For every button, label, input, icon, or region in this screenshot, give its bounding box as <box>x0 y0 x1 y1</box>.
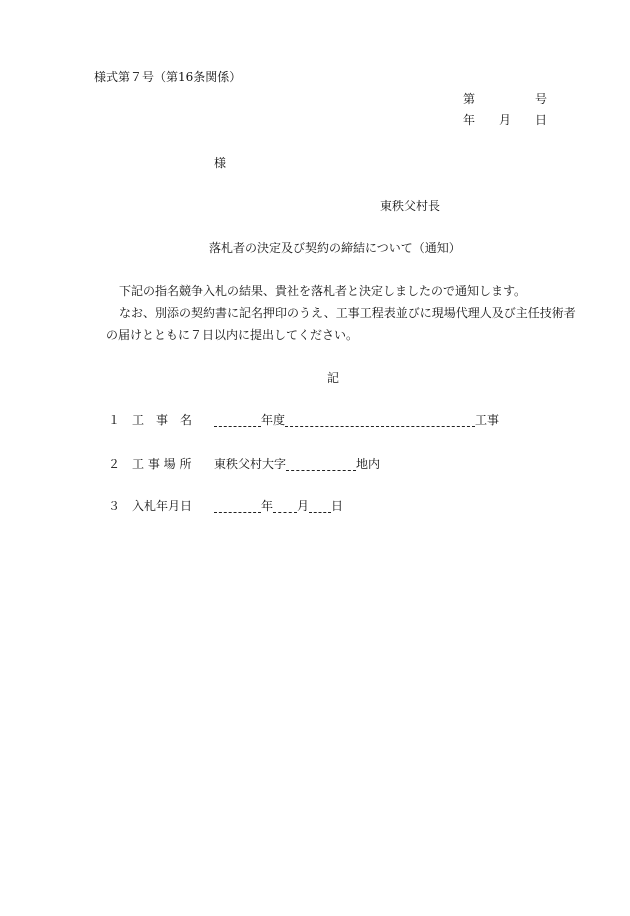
sender-name: 東秩父村長 <box>380 199 441 213</box>
document-number-suffix: 号 <box>535 92 548 106</box>
item-1-name-blank <box>285 413 475 427</box>
item-3-month-unit: 月 <box>297 499 310 513</box>
form-number: 様式第７号（第16条関係） <box>94 70 242 84</box>
item-2-number: ２ <box>108 457 121 471</box>
item-3-day-unit: 日 <box>331 499 344 513</box>
item-2-prefix: 東秩父村大字 <box>214 457 287 471</box>
item-2-label: 工 事 場 所 <box>132 457 192 471</box>
item-3-label: 入札年月日 <box>132 499 193 513</box>
item-3-day-blank <box>309 499 331 513</box>
body-paragraph-2-line-2: の届けとともに７日以内に提出してください。 <box>106 328 359 342</box>
item-3-field <box>214 499 343 513</box>
item-3-year-unit: 年 <box>261 499 274 513</box>
document-number-prefix: 第 <box>463 92 476 106</box>
item-2-suffix: 地内 <box>356 457 381 471</box>
item-3-month-blank <box>273 499 297 513</box>
addressee-honorific: 様 <box>214 156 227 170</box>
item-1-year-unit: 年度 <box>261 413 286 427</box>
date-day-label: 日 <box>535 113 548 127</box>
item-1-suffix: 工事 <box>475 413 500 427</box>
item-1-year-blank <box>214 413 261 427</box>
item-2-location-blank <box>286 457 356 471</box>
date-year-label: 年 <box>463 113 476 127</box>
item-1-label: 工 事 名 <box>132 413 193 427</box>
item-1-number: １ <box>108 413 121 427</box>
ki-heading: 記 <box>327 371 340 385</box>
body-paragraph-1: 下記の指名競争入札の結果、貴社を落札者と決定しましたので通知します。 <box>119 284 527 298</box>
item-3-year-blank <box>214 499 261 513</box>
date-month-label: 月 <box>499 113 512 127</box>
item-3-number: ３ <box>108 499 121 513</box>
document-title: 落札者の決定及び契約の締結について（通知） <box>209 241 461 255</box>
body-paragraph-2-line-1: なお、別添の契約書に記名押印のうえ、工事工程表並びに現場代理人及び主任技術者 <box>119 306 576 320</box>
item-1-field <box>214 413 499 427</box>
item-2-field <box>214 457 380 471</box>
